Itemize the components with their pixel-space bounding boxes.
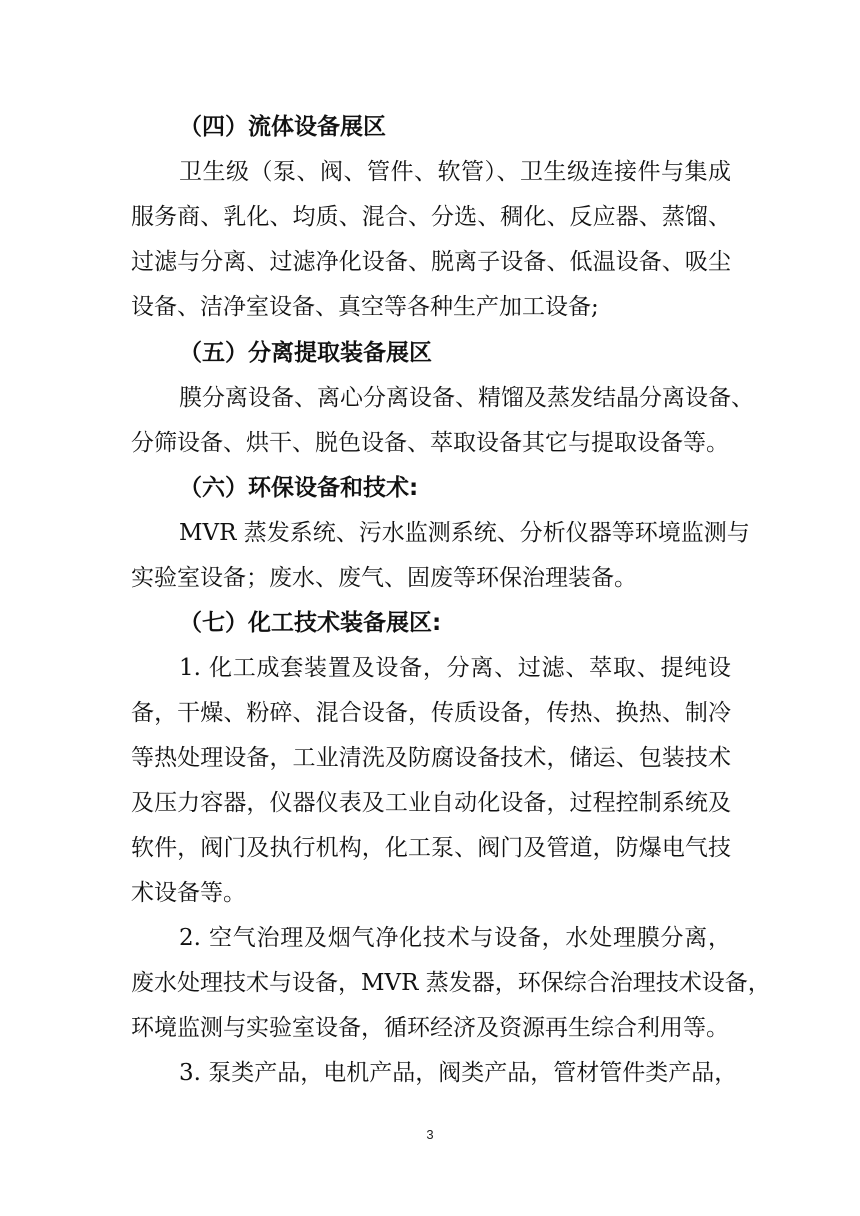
paragraph-line: 实验室设备；废水、废气、固废等环保治理装备。: [131, 565, 637, 591]
page-number: 3: [426, 1127, 434, 1142]
list-item-line: 废水处理技术与设备，MVR 蒸发器，环保综合治理技术设备，: [131, 970, 771, 996]
list-item-line: 环境监测与实验室设备，循环经济及资源再生综合利用等。: [131, 1015, 729, 1041]
list-item-line: 软件，阀门及执行机构，化工泵、阀门及管道，防爆电气技: [131, 835, 731, 861]
list-item-line: 3. 泵类产品，电机产品，阀类产品，管材管件类产品，: [179, 1060, 738, 1086]
paragraph-line: 卫生级（泵、阀、管件、软管）、卫生级连接件与集成: [179, 159, 731, 185]
section-heading-5: （五）分离提取装备展区: [179, 340, 432, 366]
section-heading-4: （四）流体设备展区: [179, 114, 386, 140]
list-item-line: 等热处理设备，工业清洗及防腐设备技术，储运、包装技术: [131, 745, 731, 771]
list-item-line: 术设备等。: [131, 880, 246, 906]
list-item-line: 2. 空气治理及烟气净化技术与设备，水处理膜分离，: [179, 925, 731, 951]
section-heading-7: （七）化工技术装备展区:: [179, 610, 442, 636]
section-heading-6: （六）环保设备和技术:: [179, 475, 419, 501]
paragraph-line: 膜分离设备、离心分离设备、精馏及蒸发结晶分离设备、: [179, 385, 754, 411]
paragraph-line: 分筛设备、烘干、脱色设备、萃取设备其它与提取设备等。: [131, 430, 729, 456]
list-item-line: 及压力容器，仪器仪表及工业自动化设备，过程控制系统及: [131, 790, 731, 816]
paragraph-line: MVR 蒸发系统、污水监测系统、分析仪器等环境监测与: [179, 520, 750, 546]
paragraph-line: 设备、洁净室设备、真空等各种生产加工设备;: [131, 294, 599, 320]
list-item-line: 1. 化工成套装置及设备，分离、过滤、萃取、提纯设: [179, 655, 731, 681]
paragraph-line: 服务商、乳化、均质、混合、分选、稠化、反应器、蒸馏、: [131, 204, 731, 230]
list-item-line: 备，干燥、粉碎、混合设备，传质设备，传热、换热、制冷: [131, 700, 731, 726]
paragraph-line: 过滤与分离、过滤净化设备、脱离子设备、低温设备、吸尘: [131, 249, 731, 275]
